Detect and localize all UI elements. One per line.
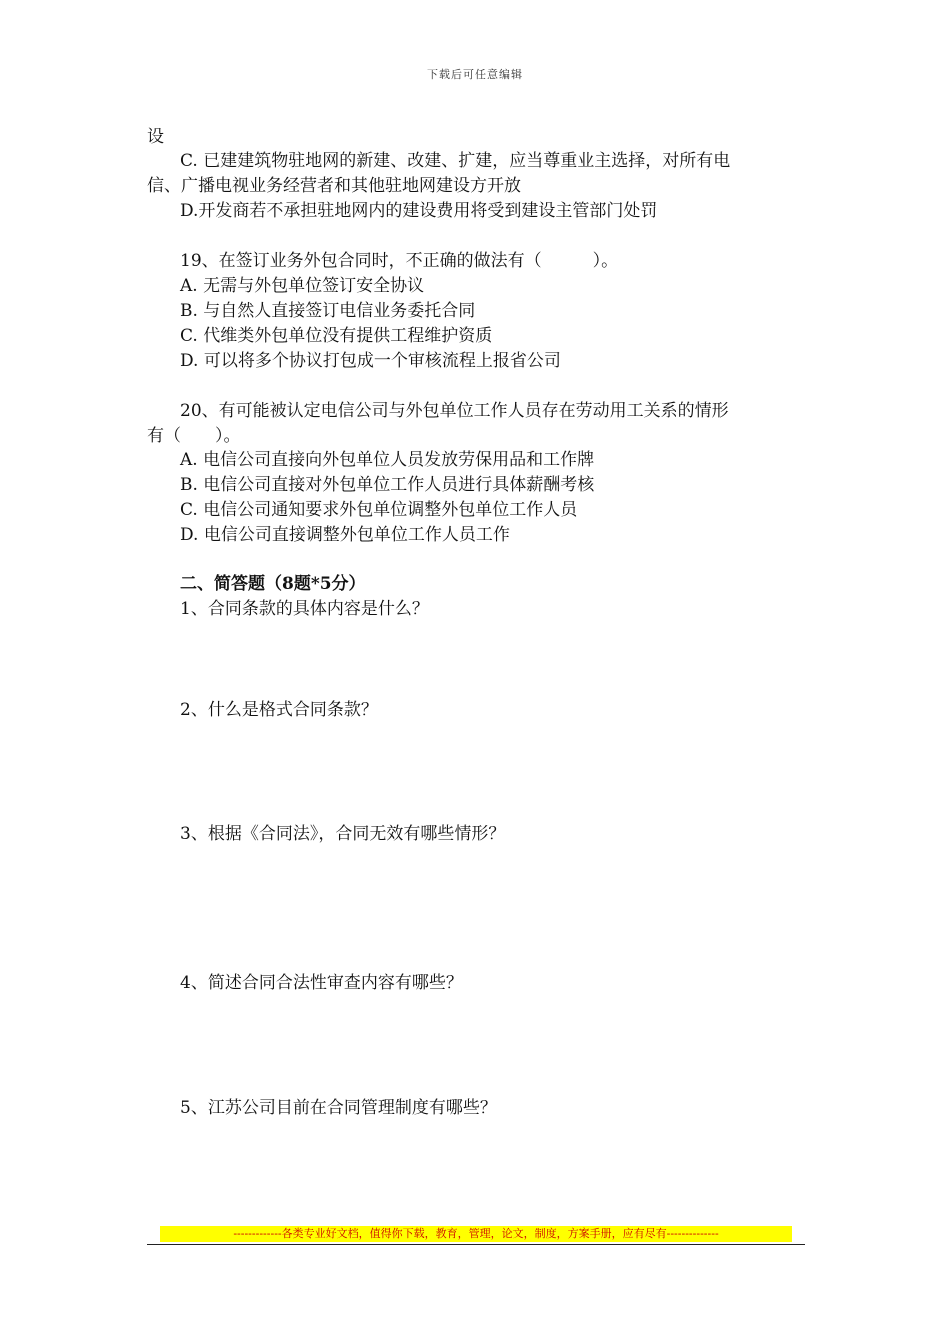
q18-option-d: D.开发商若不承担驻地网内的建设费用将受到建设主管部门处罚 [180, 201, 658, 221]
section2-title: 二、简答题（8题*5分） [180, 574, 366, 594]
q19-option-d: D. 可以将多个协议打包成一个审核流程上报省公司 [180, 351, 561, 371]
q20-question-line1: 20、有可能被认定电信公司与外包单位工作人员存在劳动用工关系的情形 [180, 401, 729, 421]
q18-option-c-line2: 信、广播电视业务经营者和其他驻地网建设方开放 [147, 176, 521, 196]
short-answer-q2: 2、什么是格式合同条款？ [180, 700, 378, 720]
short-answer-q1: 1、合同条款的具体内容是什么？ [180, 599, 429, 619]
short-answer-q5: 5、江苏公司目前在合同管理制度有哪些？ [180, 1098, 497, 1118]
q18-continuation: 设 [147, 127, 164, 147]
q19-question: 19、在签订业务外包合同时，不正确的做法有（ ）。 [180, 251, 619, 271]
q19-option-b: B. 与自然人直接签订电信业务委托合同 [180, 301, 476, 321]
q19-option-c: C. 代维类外包单位没有提供工程维护资质 [180, 326, 493, 346]
footer-banner: -------------各类专业好文档，值得你下载，教育，管理，论文，制度，方案手册，应有尽有-------------- [160, 1226, 792, 1242]
short-answer-q4: 4、简述合同合法性审查内容有哪些？ [180, 973, 463, 993]
footer-divider [147, 1244, 805, 1245]
q20-option-d: D. 电信公司直接调整外包单位工作人员工作 [180, 525, 510, 545]
q20-option-c: C. 电信公司通知要求外包单位调整外包单位工作人员 [180, 500, 578, 520]
short-answer-q3: 3、根据《合同法》，合同无效有哪些情形？ [180, 824, 506, 844]
q19-option-a: A. 无需与外包单位签订安全协议 [180, 276, 425, 296]
q20-question-line2: 有（ ）。 [147, 426, 241, 446]
q20-option-b: B. 电信公司直接对外包单位工作人员进行具体薪酬考核 [180, 475, 595, 495]
q18-option-c-line1: C. 已建建筑物驻地网的新建、改建、扩建，应当尊重业主选择，对所有电 [180, 151, 731, 171]
q20-option-a: A. 电信公司直接向外包单位人员发放劳保用品和工作牌 [180, 450, 595, 470]
page-header: 下载后可任意编辑 [427, 68, 523, 81]
